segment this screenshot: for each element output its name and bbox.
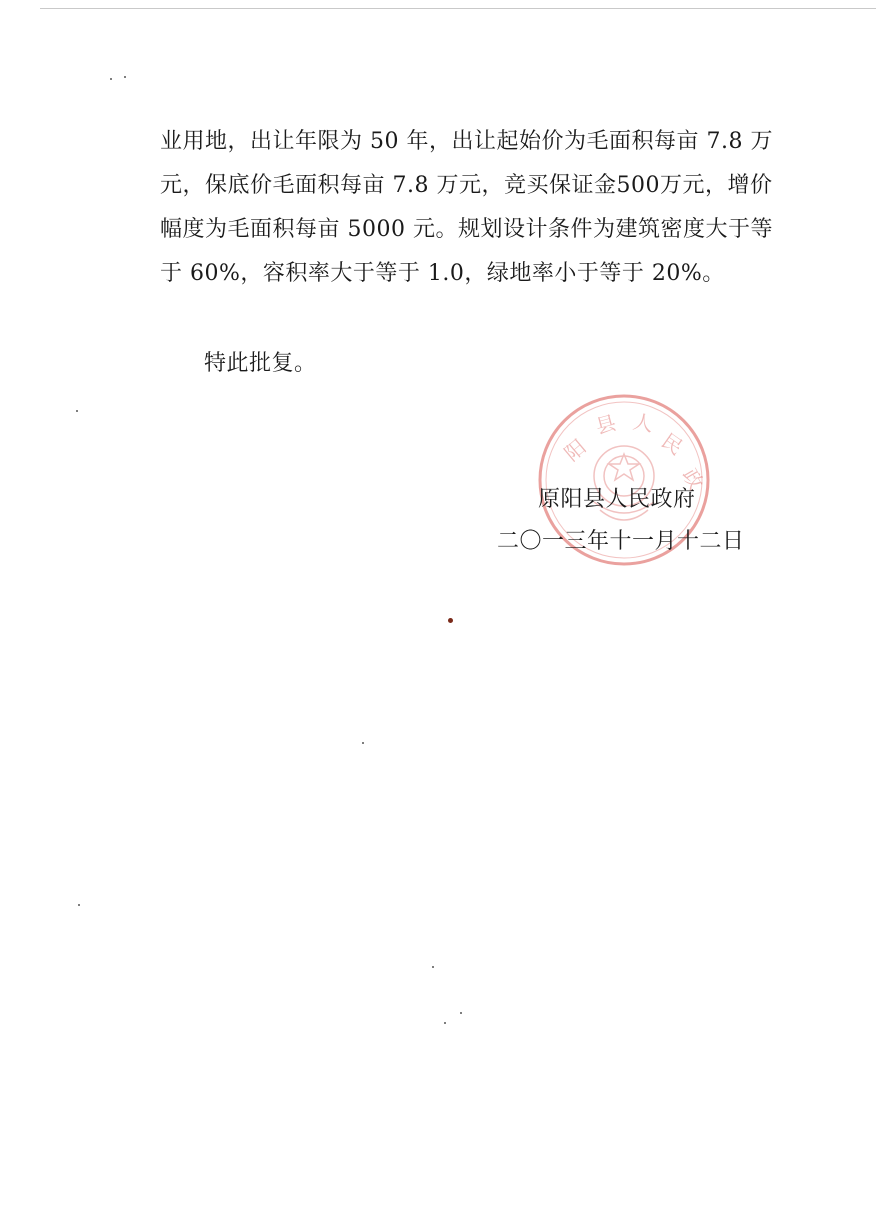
scan-speck xyxy=(362,742,364,744)
closing-remark: 特此批复。 xyxy=(204,351,317,376)
seal-char-5: 政 xyxy=(677,464,709,494)
body-line-4: 于 60%，容积率大于等于 1.0，绿地率小于等于 20%。 xyxy=(160,261,725,286)
scan-speck xyxy=(110,78,112,80)
seal-char-4: 民 xyxy=(657,428,688,460)
seal-char-2: 县 xyxy=(593,410,619,439)
scan-speck xyxy=(444,1022,446,1024)
scan-speck xyxy=(432,966,434,968)
signer-name: 原阳县人民政府 xyxy=(538,487,696,512)
body-line-1: 业用地，出让年限为 50 年，出让起始价为毛面积每亩 7.8 万 xyxy=(160,129,773,154)
issue-date: 二〇一三年十一月十二日 xyxy=(497,529,745,554)
document-body xyxy=(160,120,780,296)
scan-speck xyxy=(460,1012,462,1014)
body-line-3: 幅度为毛面积每亩 5000 元。规划设计条件为建筑密度大于等 xyxy=(160,217,773,242)
scan-speck xyxy=(78,904,80,906)
seal-char-3: 人 xyxy=(631,409,655,437)
page-top-edge xyxy=(40,8,876,9)
scan-speck xyxy=(124,76,126,78)
scan-speck xyxy=(76,410,78,412)
scan-speck xyxy=(448,618,453,623)
body-line-2: 元，保底价毛面积每亩 7.8 万元，竞买保证金500万元，增价 xyxy=(160,173,773,198)
seal-char-1: 阳 xyxy=(559,434,591,466)
